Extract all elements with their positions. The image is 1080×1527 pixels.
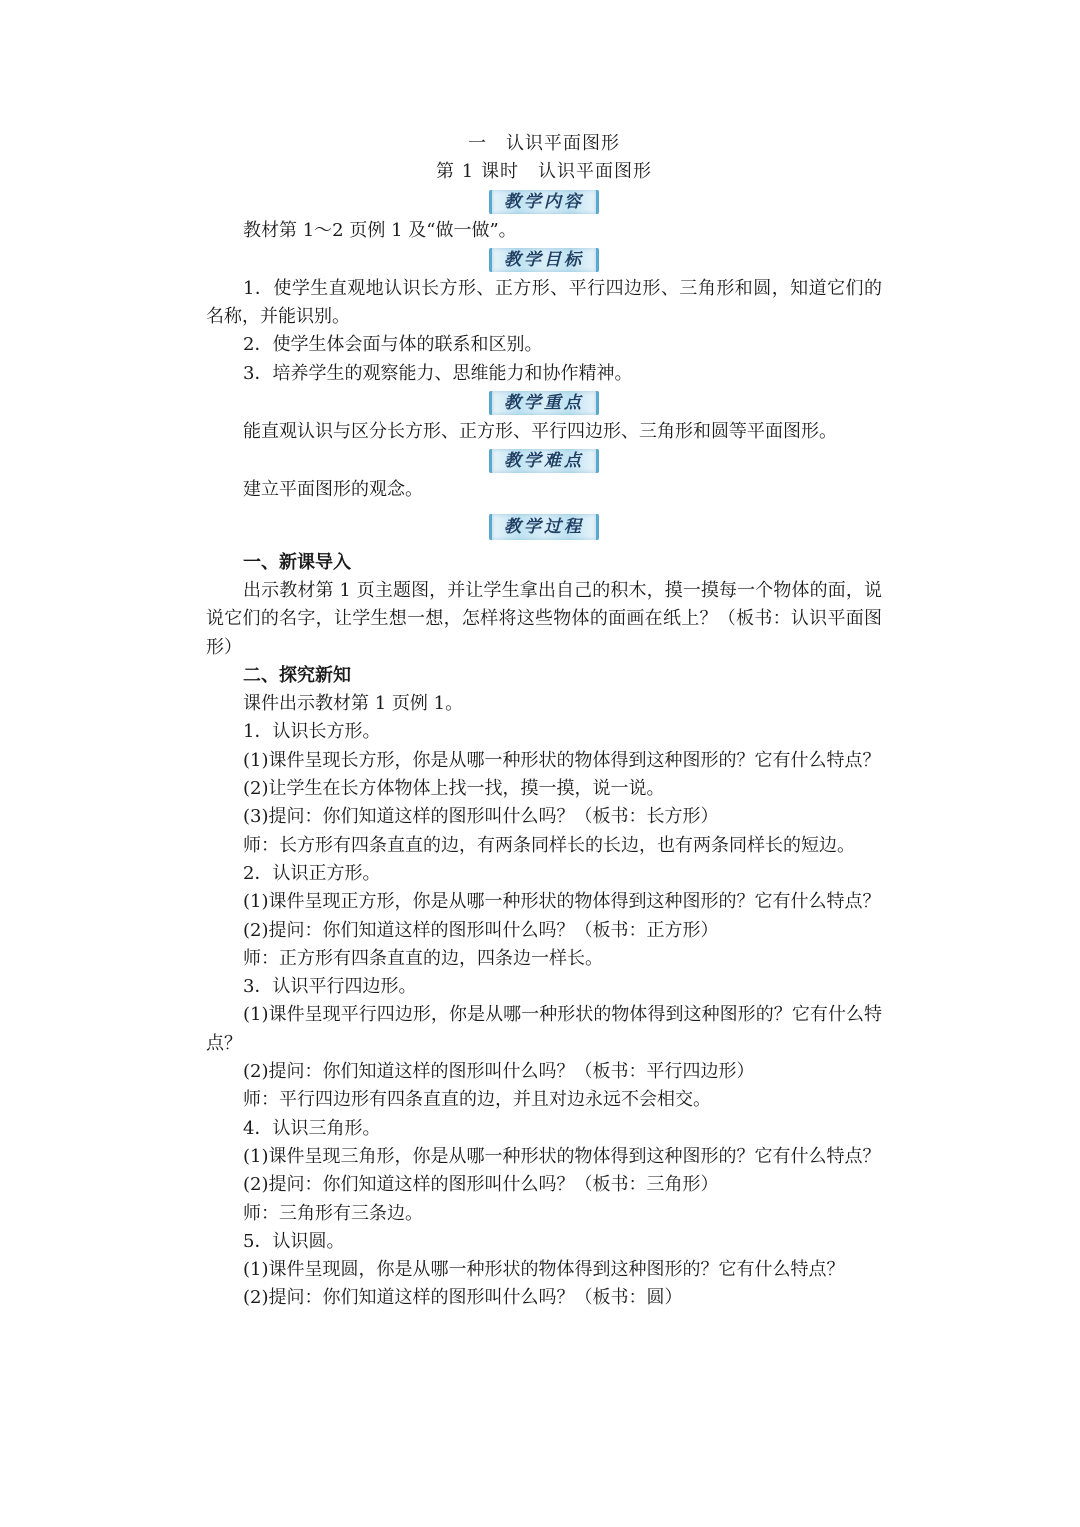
teacher-note: 师：平行四边形有四条直直的边，并且对边永远不会相交。 (243, 1089, 711, 1111)
lesson-document (206, 130, 882, 1313)
question: (1)课件呈现三角形，你是从哪一种形状的物体得到这种图形的？它有什么特点？ (243, 1145, 881, 1167)
question: (2)提问：你们知道这样的图形叫什么吗？（板书：正方形） (243, 919, 719, 941)
teacher-note: 师：长方形有四条直直的边，有两条同样长的长边，也有两条同样长的短边。 (243, 834, 855, 856)
section-title: 4．认识三角形。 (243, 1117, 381, 1139)
key-banner-row (206, 388, 882, 418)
question: (2)提问：你们知道这样的图形叫什么吗？（板书：圆） (243, 1287, 683, 1309)
key-banner: 教学重点 (489, 391, 599, 415)
question: (1)课件呈现圆，你是从哪一种形状的物体得到这种图形的？它有什么特点？ (243, 1259, 845, 1281)
teacher-note: 师：三角形有三条边。 (243, 1202, 423, 1224)
section-title: 3．认识平行四边形。 (243, 976, 417, 998)
section-title: 2．认识正方形。 (243, 862, 381, 884)
section-title: 5．认识圆。 (243, 1230, 345, 1252)
goal-item: 1．使学生直观地认识长方形、正方形、平行四边形、三角形和圆，知道它们的名称，并能识别。 (206, 277, 882, 328)
question: (2)提问：你们知道这样的图形叫什么吗？（板书：平行四边形） (243, 1061, 755, 1083)
goal-item: 2．使学生体会面与体的联系和区别。 (243, 334, 543, 356)
question: (1)课件呈现平行四边形，你是从哪一种形状的物体得到这种图形的？它有什么特点？ (206, 1004, 882, 1054)
content-text: 教材第 1～2 页例 1 及“做一做”。 (243, 219, 517, 241)
process-banner-row (206, 505, 882, 549)
part2-intro: 课件出示教材第 1 页例 1。 (243, 693, 464, 715)
section-title: 1．认识长方形。 (243, 721, 381, 743)
content-banner-row (206, 187, 882, 217)
difficulty-banner-row (206, 446, 882, 476)
difficulty-text: 建立平面图形的观念。 (243, 479, 423, 501)
content-banner: 教学内容 (489, 190, 599, 214)
question: (3)提问：你们知道这样的图形叫什么吗？（板书：长方形） (243, 806, 719, 828)
question: (2)让学生在长方体物体上找一找，摸一摸，说一说。 (243, 778, 665, 800)
unit-title: 一 认识平面图形 (468, 133, 620, 154)
process-banner: 教学过程 (489, 514, 599, 540)
goals-banner-row (206, 245, 882, 275)
question: (2)提问：你们知道这样的图形叫什么吗？（板书：三角形） (243, 1174, 719, 1196)
difficulty-banner: 教学难点 (489, 449, 599, 473)
lesson-title: 第 1 课时 认识平面图形 (436, 161, 652, 183)
goal-item: 3．培养学生的观察能力、思维能力和协作精神。 (243, 362, 633, 384)
part1-text: 出示教材第 1 页主题图，并让学生拿出自己的积木，摸一摸每一个物体的面，说说它们的名字，让学生想一想，怎样将这些物体的面画在纸上？（板书：认识平面图形） (206, 579, 882, 658)
part2-heading: 二、探究新知 (243, 664, 351, 686)
question: (1)课件呈现长方形，你是从哪一种形状的物体得到这种图形的？它有什么特点？ (243, 749, 881, 771)
key-text: 能直观认识与区分长方形、正方形、平行四边形、三角形和圆等平面图形。 (243, 421, 837, 443)
goals-banner: 教学目标 (489, 248, 599, 272)
question: (1)课件呈现正方形，你是从哪一种形状的物体得到这种图形的？它有什么特点？ (243, 891, 881, 913)
teacher-note: 师：正方形有四条直直的边，四条边一样长。 (243, 947, 603, 969)
part1-heading: 一、新课导入 (243, 551, 351, 573)
